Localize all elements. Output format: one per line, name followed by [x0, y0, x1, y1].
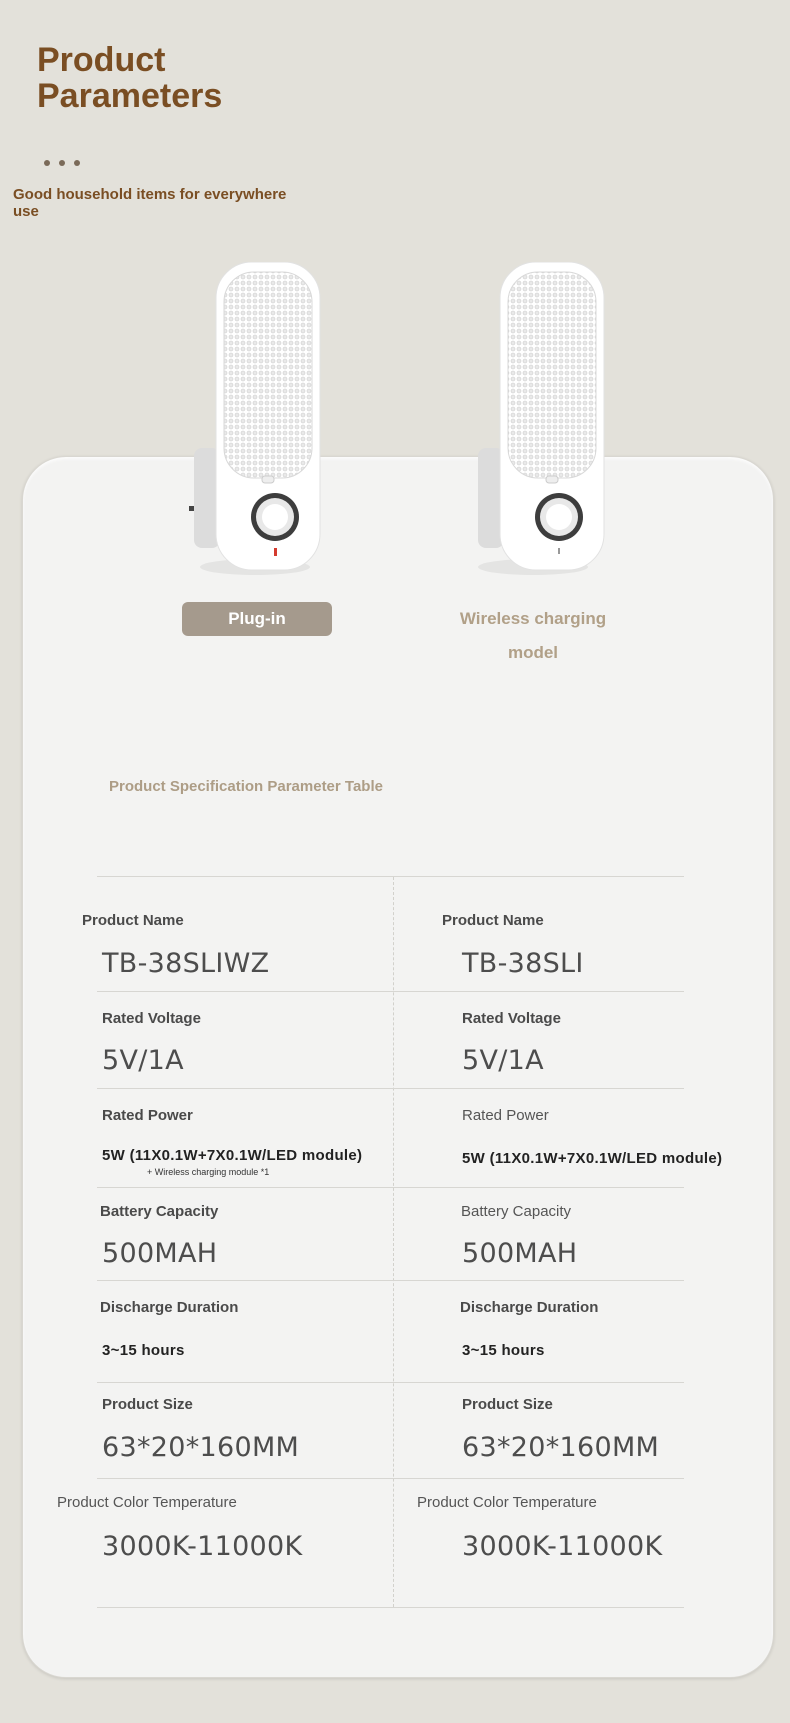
- right-product-size-label: Product Size: [462, 1396, 553, 1413]
- right-discharge-duration-value: 3~15 hours: [462, 1342, 545, 1359]
- page-subtitle: Good household items for everywhere use: [13, 186, 287, 220]
- model-tab-plug-in[interactable]: Plug-in: [182, 602, 332, 636]
- left-discharge-duration-value: 3~15 hours: [102, 1342, 185, 1359]
- left-battery-capacity-label: Battery Capacity: [100, 1203, 219, 1220]
- left-color-temperature-value: 3000K-11000K: [102, 1531, 303, 1562]
- row-divider: [97, 1478, 684, 1479]
- right-rated-power-label: Rated Power: [462, 1107, 549, 1124]
- left-product-name-label: Product Name: [82, 912, 184, 929]
- model-tab-wireless[interactable]: Wireless charging model: [459, 609, 607, 662]
- right-battery-capacity-value: 500MAH: [462, 1238, 578, 1269]
- right-product-name-label: Product Name: [442, 912, 544, 929]
- right-product-name-value: TB-38SLI: [462, 948, 584, 979]
- right-color-temperature-value: 3000K-11000K: [462, 1531, 663, 1562]
- row-divider: [97, 1088, 684, 1089]
- left-product-size-label: Product Size: [102, 1396, 193, 1413]
- left-rated-power-note: + Wireless charging module *1: [147, 1167, 270, 1177]
- column-divider: [393, 877, 394, 1607]
- left-product-name-value: TB-38SLIWZ: [102, 948, 270, 979]
- right-rated-voltage-value: 5V/1A: [462, 1045, 544, 1076]
- wireless-device-image: [468, 262, 618, 582]
- left-rated-voltage-value: 5V/1A: [102, 1045, 184, 1076]
- decorative-dots: [44, 160, 80, 166]
- right-product-size-value: 63*20*160MM: [462, 1432, 660, 1463]
- row-divider: [97, 1187, 684, 1188]
- left-rated-voltage-label: Rated Voltage: [102, 1010, 201, 1027]
- row-divider: [97, 991, 684, 992]
- table-top-divider: [97, 876, 684, 877]
- row-divider: [97, 1382, 684, 1383]
- plug-in-device-image: [180, 262, 330, 582]
- left-product-size-value: 63*20*160MM: [102, 1432, 300, 1463]
- left-battery-capacity-value: 500MAH: [102, 1238, 218, 1269]
- right-battery-capacity-label: Battery Capacity: [461, 1203, 572, 1220]
- left-color-temperature-label: Product Color Temperature: [57, 1494, 237, 1511]
- right-rated-power-value: 5W (11X0.1W+7X0.1W/LED module): [462, 1150, 723, 1167]
- left-rated-power-label: Rated Power: [102, 1107, 193, 1124]
- right-discharge-duration-label: Discharge Duration: [460, 1299, 599, 1316]
- right-color-temperature-label: Product Color Temperature: [417, 1494, 597, 1511]
- page-title: Product Parameters: [37, 41, 223, 115]
- right-rated-voltage-label: Rated Voltage: [462, 1010, 561, 1027]
- table-bottom-divider: [97, 1607, 684, 1608]
- left-rated-power-value: 5W (11X0.1W+7X0.1W/LED module): [102, 1147, 363, 1164]
- table-title: Product Specification Parameter Table: [109, 778, 383, 795]
- left-discharge-duration-label: Discharge Duration: [100, 1299, 239, 1316]
- row-divider: [97, 1280, 684, 1281]
